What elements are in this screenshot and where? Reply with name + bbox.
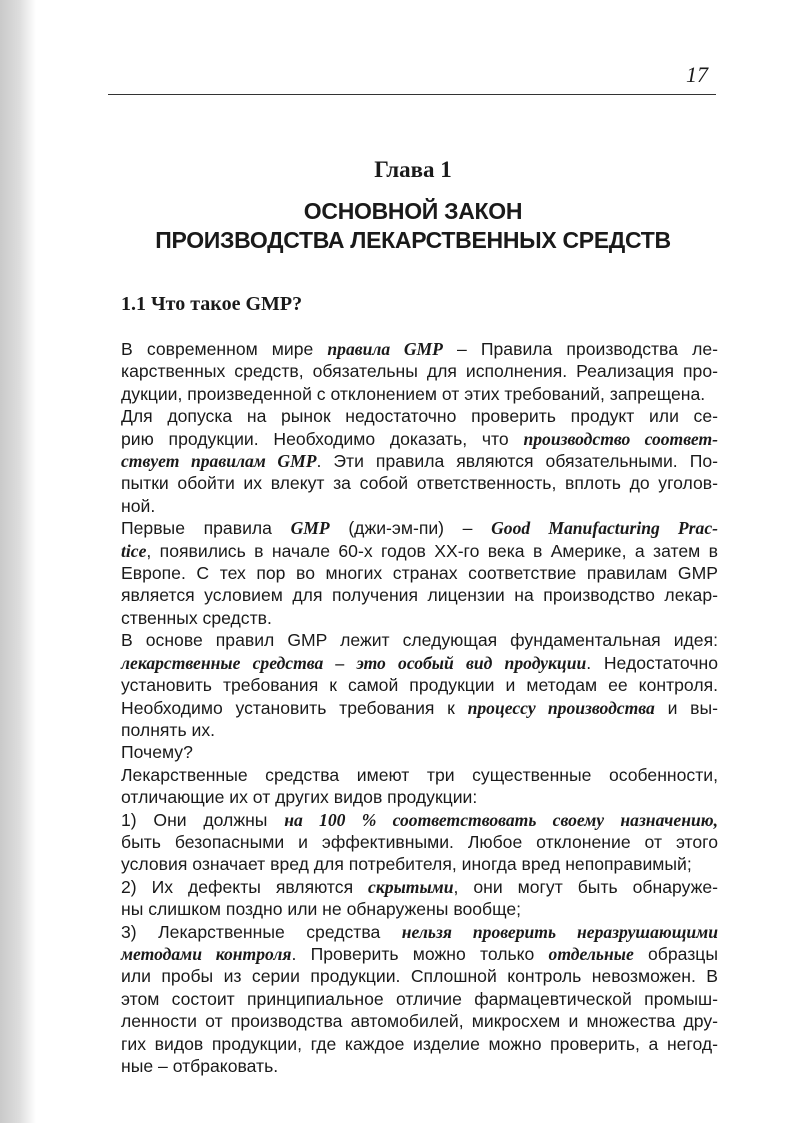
text-run: В современном мире bbox=[121, 339, 328, 359]
text-line bbox=[108, 652, 718, 674]
text-line: быть безопасными и эффективными. Любое отклонение от этого bbox=[121, 831, 718, 852]
text-line: пытки обойти их влекут за собой ответственность, вплоть до уголов- bbox=[121, 473, 718, 494]
text-run: . Недостаточно bbox=[586, 652, 718, 673]
text-line: ственных средств. bbox=[121, 607, 272, 628]
emphasis-text: ствует правилам GMP bbox=[121, 451, 317, 472]
text-line bbox=[108, 338, 718, 360]
text-line bbox=[108, 809, 718, 831]
text-line: или пробы из серии продукции. Сплошной контроль невозможен. В bbox=[121, 966, 718, 987]
text-run: , они могут быть обнаруже- bbox=[453, 876, 718, 897]
paragraph-9 bbox=[108, 921, 718, 1078]
text-run: (джи-эм-пи) – bbox=[329, 518, 492, 539]
text-line: является условием для получения лицензии на производство лекар- bbox=[121, 585, 718, 606]
text-line: Почему? bbox=[121, 742, 193, 763]
emphasis-text: на 100 % соответствовать своему назначению, bbox=[284, 809, 718, 830]
text-line bbox=[108, 697, 718, 719]
text-line: ные – отбраковать. bbox=[121, 1056, 279, 1076]
header-rule bbox=[108, 94, 716, 95]
emphasis-text: скрытыми bbox=[368, 876, 454, 897]
emphasis-text: методами контроля bbox=[121, 943, 292, 964]
paragraph-8 bbox=[108, 876, 718, 921]
chapter-label: Глава 1 bbox=[374, 157, 452, 182]
emphasis-text: нельзя проверить неразрушающими bbox=[401, 921, 718, 942]
emphasis-text: правила GMP bbox=[327, 339, 443, 359]
emphasis-text: процессу производства bbox=[467, 697, 655, 718]
emphasis-text: tice bbox=[121, 540, 147, 561]
text-line: ны слишком поздно или не обнаружены вообще; bbox=[121, 899, 522, 920]
text-line bbox=[108, 540, 718, 562]
paragraph-6 bbox=[108, 764, 718, 809]
paragraph-7 bbox=[108, 809, 718, 876]
text-line bbox=[108, 450, 718, 472]
text-line: установить требования к самой продукции и методам ее контроля. bbox=[121, 675, 718, 696]
book-spine-shadow bbox=[0, 0, 36, 1123]
text-run: 2) Их дефекты являются bbox=[121, 876, 369, 897]
paragraph-2 bbox=[108, 405, 718, 517]
text-run: образцы bbox=[633, 943, 718, 964]
text-line: карственных средств, обязательны для исполнения. Реализация про- bbox=[121, 361, 718, 382]
section-title: 1.1 Что такое GMP? bbox=[121, 293, 303, 315]
text-line bbox=[108, 517, 718, 539]
text-line: гих видов продукции, где каждое изделие можно проверить, а негод- bbox=[121, 1033, 718, 1054]
text-line bbox=[108, 428, 718, 450]
text-run: и вы- bbox=[654, 697, 718, 718]
page-number: 17 bbox=[686, 62, 708, 87]
text-line: дукции, произведенной с отклонением от этих требований, запрещена. bbox=[121, 383, 706, 404]
paragraph-3 bbox=[108, 517, 718, 629]
text-run: 1) Они должны bbox=[121, 809, 285, 830]
body-text bbox=[108, 338, 718, 1077]
paragraph-1 bbox=[108, 338, 718, 405]
text-line: ленности от производства автомобилей, микросхем и множества дру- bbox=[121, 1011, 718, 1032]
text-line: отличающие их от других видов продукции: bbox=[121, 787, 478, 808]
text-line bbox=[108, 943, 718, 965]
text-line bbox=[108, 921, 718, 943]
text-line: Европе. С тех пор во многих странах соответствие правилам GMP bbox=[121, 563, 718, 584]
text-line bbox=[108, 876, 718, 898]
text-run: . Эти правила являются обязательными. По- bbox=[316, 451, 718, 472]
text-line: Для допуска на рынок недостаточно проверить продукт или се- bbox=[121, 406, 718, 427]
chapter-title-line-2: ПРОИЗВОДСТВА ЛЕКАРСТВЕННЫХ СРЕДСТВ bbox=[155, 227, 671, 253]
chapter-title-line-1: ОСНОВНОЙ ЗАКОН bbox=[303, 198, 523, 224]
text-line: ной. bbox=[121, 495, 156, 516]
text-run: . Проверить можно только bbox=[291, 943, 549, 964]
text-line: условия означает вред для потребителя, иногда вред непоправимый; bbox=[121, 854, 692, 875]
emphasis-text: Good Manufacturing Prac- bbox=[491, 518, 718, 539]
text-line: Лекарственные средства имеют три существенные особенности, bbox=[121, 764, 718, 785]
chapter-title bbox=[108, 197, 718, 255]
text-line: этом состоит принципиальное отличие фармацевтической промыш- bbox=[121, 988, 718, 1009]
emphasis-text: производство соответ- bbox=[523, 428, 718, 449]
text-run: – Правила производства ле- bbox=[442, 339, 718, 359]
text-run: Необходимо установить требования к bbox=[121, 697, 468, 718]
emphasis-text: отдельные bbox=[548, 943, 634, 964]
emphasis-text: GMP bbox=[290, 518, 330, 539]
text-run: 3) Лекарственные средства bbox=[121, 921, 402, 942]
text-line: полнять их. bbox=[121, 719, 216, 740]
text-run: Первые правила bbox=[121, 518, 291, 539]
text-line: В основе правил GMP лежит следующая фундаментальная идея: bbox=[121, 630, 718, 651]
text-run: , появились в начале 60-х годов XX-го века в Америке, а затем в bbox=[146, 540, 718, 561]
paragraph-4 bbox=[108, 629, 718, 741]
paragraph-5 bbox=[108, 741, 718, 763]
text-run: рию продукции. Необходимо доказать, что bbox=[121, 428, 524, 449]
emphasis-text: лекарственные средства – это особый вид продукции bbox=[121, 652, 587, 673]
